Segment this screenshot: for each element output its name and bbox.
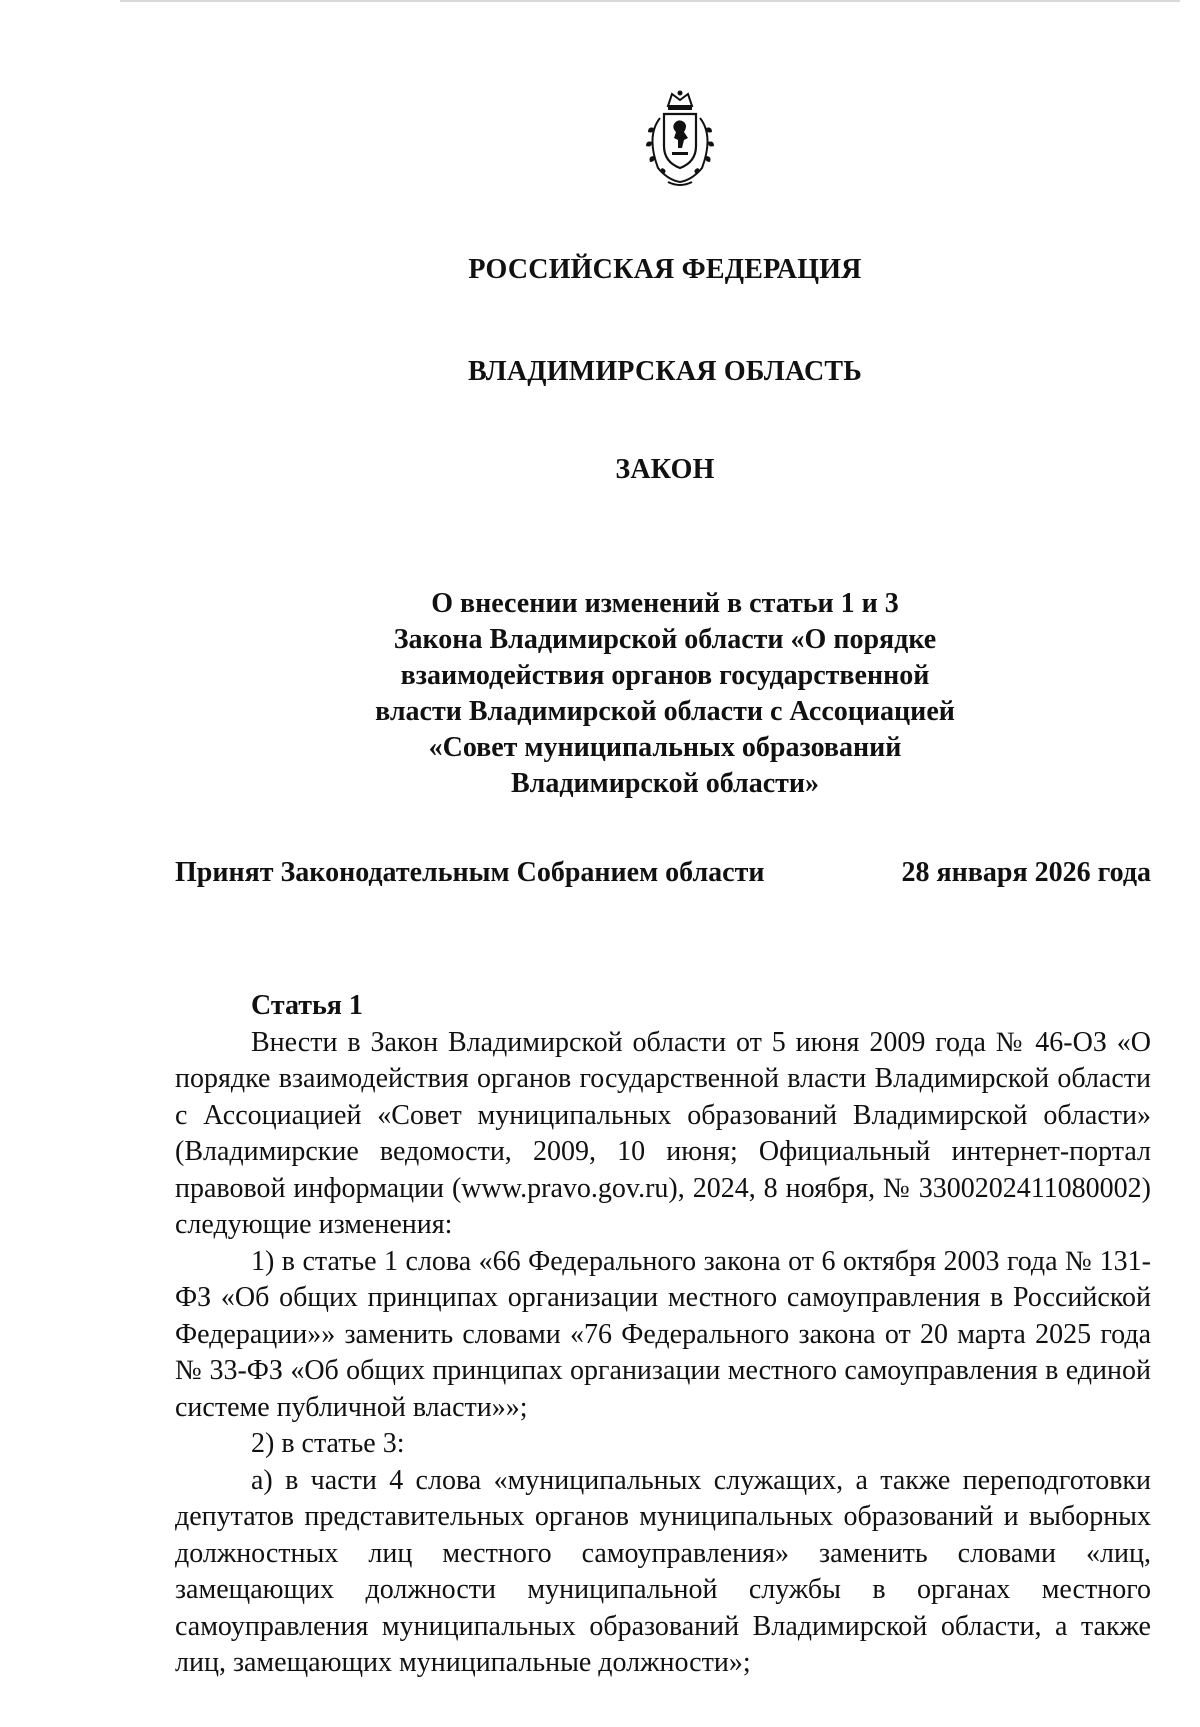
law-title-line: взаимодействия органов государственной — [400, 660, 930, 691]
law-title-line: Владимирской области» — [510, 768, 820, 799]
heading-country: РОССИЙСКАЯ ФЕДЕРАЦИЯ — [468, 254, 862, 285]
adoption-line — [175, 857, 1151, 889]
law-title — [340, 586, 990, 802]
scan-top-edge — [120, 0, 1180, 2]
law-title-line: «Совет муниципальных образований — [428, 732, 902, 763]
heading-region: ВЛАДИМИРСКАЯ ОБЛАСТЬ — [467, 356, 863, 387]
coat-of-arms-icon — [632, 88, 728, 190]
adoption-date: 28 января 2026 года — [901, 857, 1151, 888]
article-title: Статья 1 — [251, 990, 363, 1021]
law-title-line: власти Владимирской области с Ассоциацией — [375, 696, 955, 727]
law-title-line: Закона Владимирской области «О порядке — [393, 624, 937, 655]
article-paragraph: Внести в Закон Владимирской области от 5 июня 2009 года № 46-ОЗ «О порядке взаимодействия органов государственной власти Владимирской области с Ассоциацией «Совет муниципальных образований Владимирской области» (Владимирские ведомости, 2009, 10 июня; Официальный интернет-портал правовой информации (www.pravo.gov.ru), 2024, 8 ноября, № 3300202411080002) следующие изменения: — [175, 1026, 1151, 1240]
article-paragraph: 2) в статье 3: — [251, 1428, 405, 1459]
article-paragraph: а) в части 4 слова «муниципальных служащих, а также переподготовки депутатов представительных органов муниципальных образований и выборных должностных лиц местного самоуправления» заменить словами «лиц, замещающих должности муниципальной службы в органах местного самоуправления муниципальных образований Владимирской области, а также лиц, замещающих муниципальные должности»; — [175, 1464, 1151, 1678]
article-1 — [175, 988, 1151, 1682]
law-title-line: О внесении изменений в статьи 1 и 3 — [431, 588, 899, 619]
article-paragraph: 1) в статье 1 слова «66 Федерального закона от 6 октября 2003 года № 131-ФЗ «Об общих принципах организации местного самоуправления в Российской Федерации»» заменить словами «76 Федерального закона от 20 марта 2025 года № 33-ФЗ «Об общих принципах организации местного самоуправления в единой системе публичной власти»»; — [175, 1245, 1151, 1423]
heading-doc-type: ЗАКОН — [615, 454, 715, 485]
adoption-body: Принят Законодательным Собранием области — [175, 857, 765, 888]
